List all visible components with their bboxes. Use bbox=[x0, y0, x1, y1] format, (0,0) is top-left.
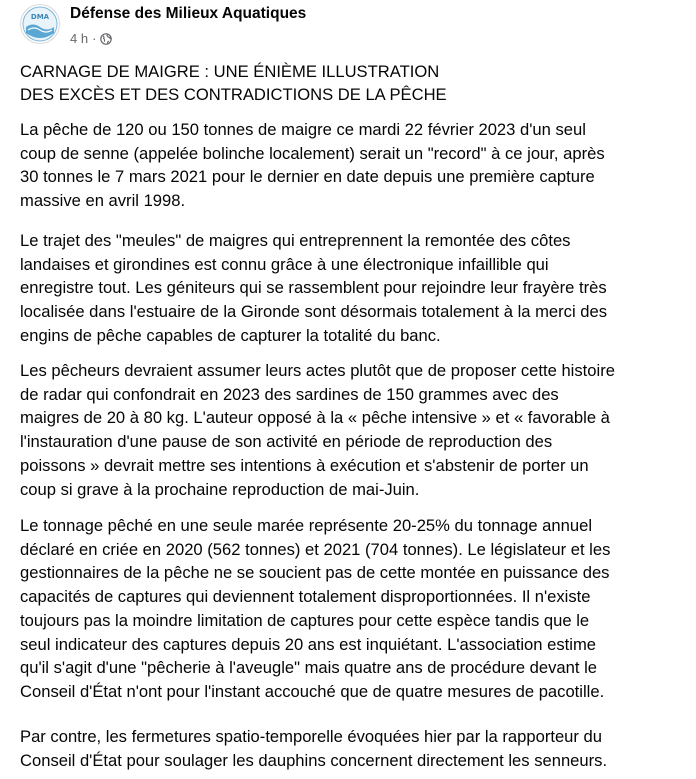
meta-separator: · bbox=[92, 31, 97, 46]
title-line: DES EXCÈS ET DES CONTRADICTIONS DE LA PÊCHE bbox=[20, 85, 447, 104]
text-line: coup de senne (appelée bolinche localement) serait un "record" à ce jour, après bbox=[20, 143, 605, 163]
text-line: Par contre, les fermetures spatio-temporelle évoquées hier par la rapporteur du bbox=[20, 727, 603, 746]
post-paragraph-1 bbox=[20, 118, 686, 213]
text-line: localisée dans l'estuaire de la Gironde sont désormais totalement à la merci des bbox=[20, 302, 608, 322]
text-line: maigres de 20 à 80 kg. L'auteur opposé à la « pêche intensive » et « favorable à bbox=[20, 408, 610, 428]
text-line: gestionnaires de la pêche ne se soucient pas de cette montée en puissance des bbox=[20, 563, 610, 583]
text-line: poissons » devrait mettre ses intentions à exécution et s'abstenir de porter un bbox=[20, 455, 589, 475]
text-line: La pêche de 120 ou 150 tonnes de maigre ce mardi 22 février 2023 d'un seul bbox=[20, 120, 586, 139]
text-line: Les pêcheurs devraient assumer leurs actes plutôt que de proposer cette histoire bbox=[20, 361, 615, 380]
post-paragraph-5 bbox=[20, 725, 686, 772]
post-title bbox=[20, 60, 680, 106]
text-line: qu'il s'agit d'une "pêcherie à l'aveugle" mais quatre ans de procédure devant le bbox=[20, 658, 598, 678]
text-line: engins de pêche capables de capturer la totalité du banc. bbox=[20, 325, 441, 345]
globe-icon[interactable] bbox=[100, 33, 112, 45]
post-paragraph-4 bbox=[20, 514, 686, 704]
page-avatar[interactable] bbox=[20, 4, 60, 44]
text-line: massive en avril 1998. bbox=[20, 191, 186, 211]
text-line: seul indicateur des captures depuis 20 ans est inquiétant. L'association estime bbox=[20, 634, 597, 654]
title-line: CARNAGE DE MAIGRE : UNE ÉNIÈME ILLUSTRATION bbox=[20, 62, 440, 81]
post-timestamp[interactable]: 4 h bbox=[70, 31, 89, 46]
page-logo-icon bbox=[21, 5, 59, 43]
text-line: Le trajet des "meules" de maigres qui entreprennent la remontée des côtes bbox=[20, 231, 571, 250]
text-line: Le tonnage pêché en une seule marée représente 20-25% du tonnage annuel bbox=[20, 516, 593, 535]
text-line: enregistre tout. Les géniteurs qui se rassemblent pour rejoindre leur frayère très bbox=[20, 278, 607, 298]
text-line: déclaré en criée en 2020 (562 tonnes) et 2021 (704 tonnes). Le législateur et les bbox=[20, 539, 611, 559]
text-line: Conseil d'État pour soulager les dauphins concernent directement les senneurs. bbox=[20, 750, 608, 770]
text-line: l'instauration d'une pause de son activité en période de reproduction des bbox=[20, 432, 553, 452]
avatar-lettering: DMA bbox=[30, 13, 50, 21]
post-header bbox=[20, 4, 680, 52]
text-line: coup si grave à la prochaine reproduction de mai-Juin. bbox=[20, 479, 420, 499]
text-line: de radar qui confondrait en 2023 des sardines de 150 grammes avec des bbox=[20, 384, 559, 404]
text-line: toujours pas la moindre limitation de captures pour cette espèce tandis que le bbox=[20, 610, 590, 630]
post-paragraph-3 bbox=[20, 359, 686, 501]
post-paragraph-2 bbox=[20, 229, 686, 348]
text-line: capacités de captures qui deviennent totalement disproportionnées. Il n'existe bbox=[20, 587, 591, 607]
page-name-link[interactable]: Défense des Milieux Aquatiques bbox=[70, 5, 307, 22]
post-meta bbox=[70, 31, 112, 46]
text-line: Conseil d'État n'ont pour l'instant accouché que de quatre mesures de pacotille. bbox=[20, 681, 605, 701]
text-line: landaises et girondines est connu grâce à une électronique infaillible qui bbox=[20, 254, 549, 274]
text-line: 30 tonnes le 7 mars 2021 pour le dernier en date depuis une première capture bbox=[20, 167, 595, 187]
